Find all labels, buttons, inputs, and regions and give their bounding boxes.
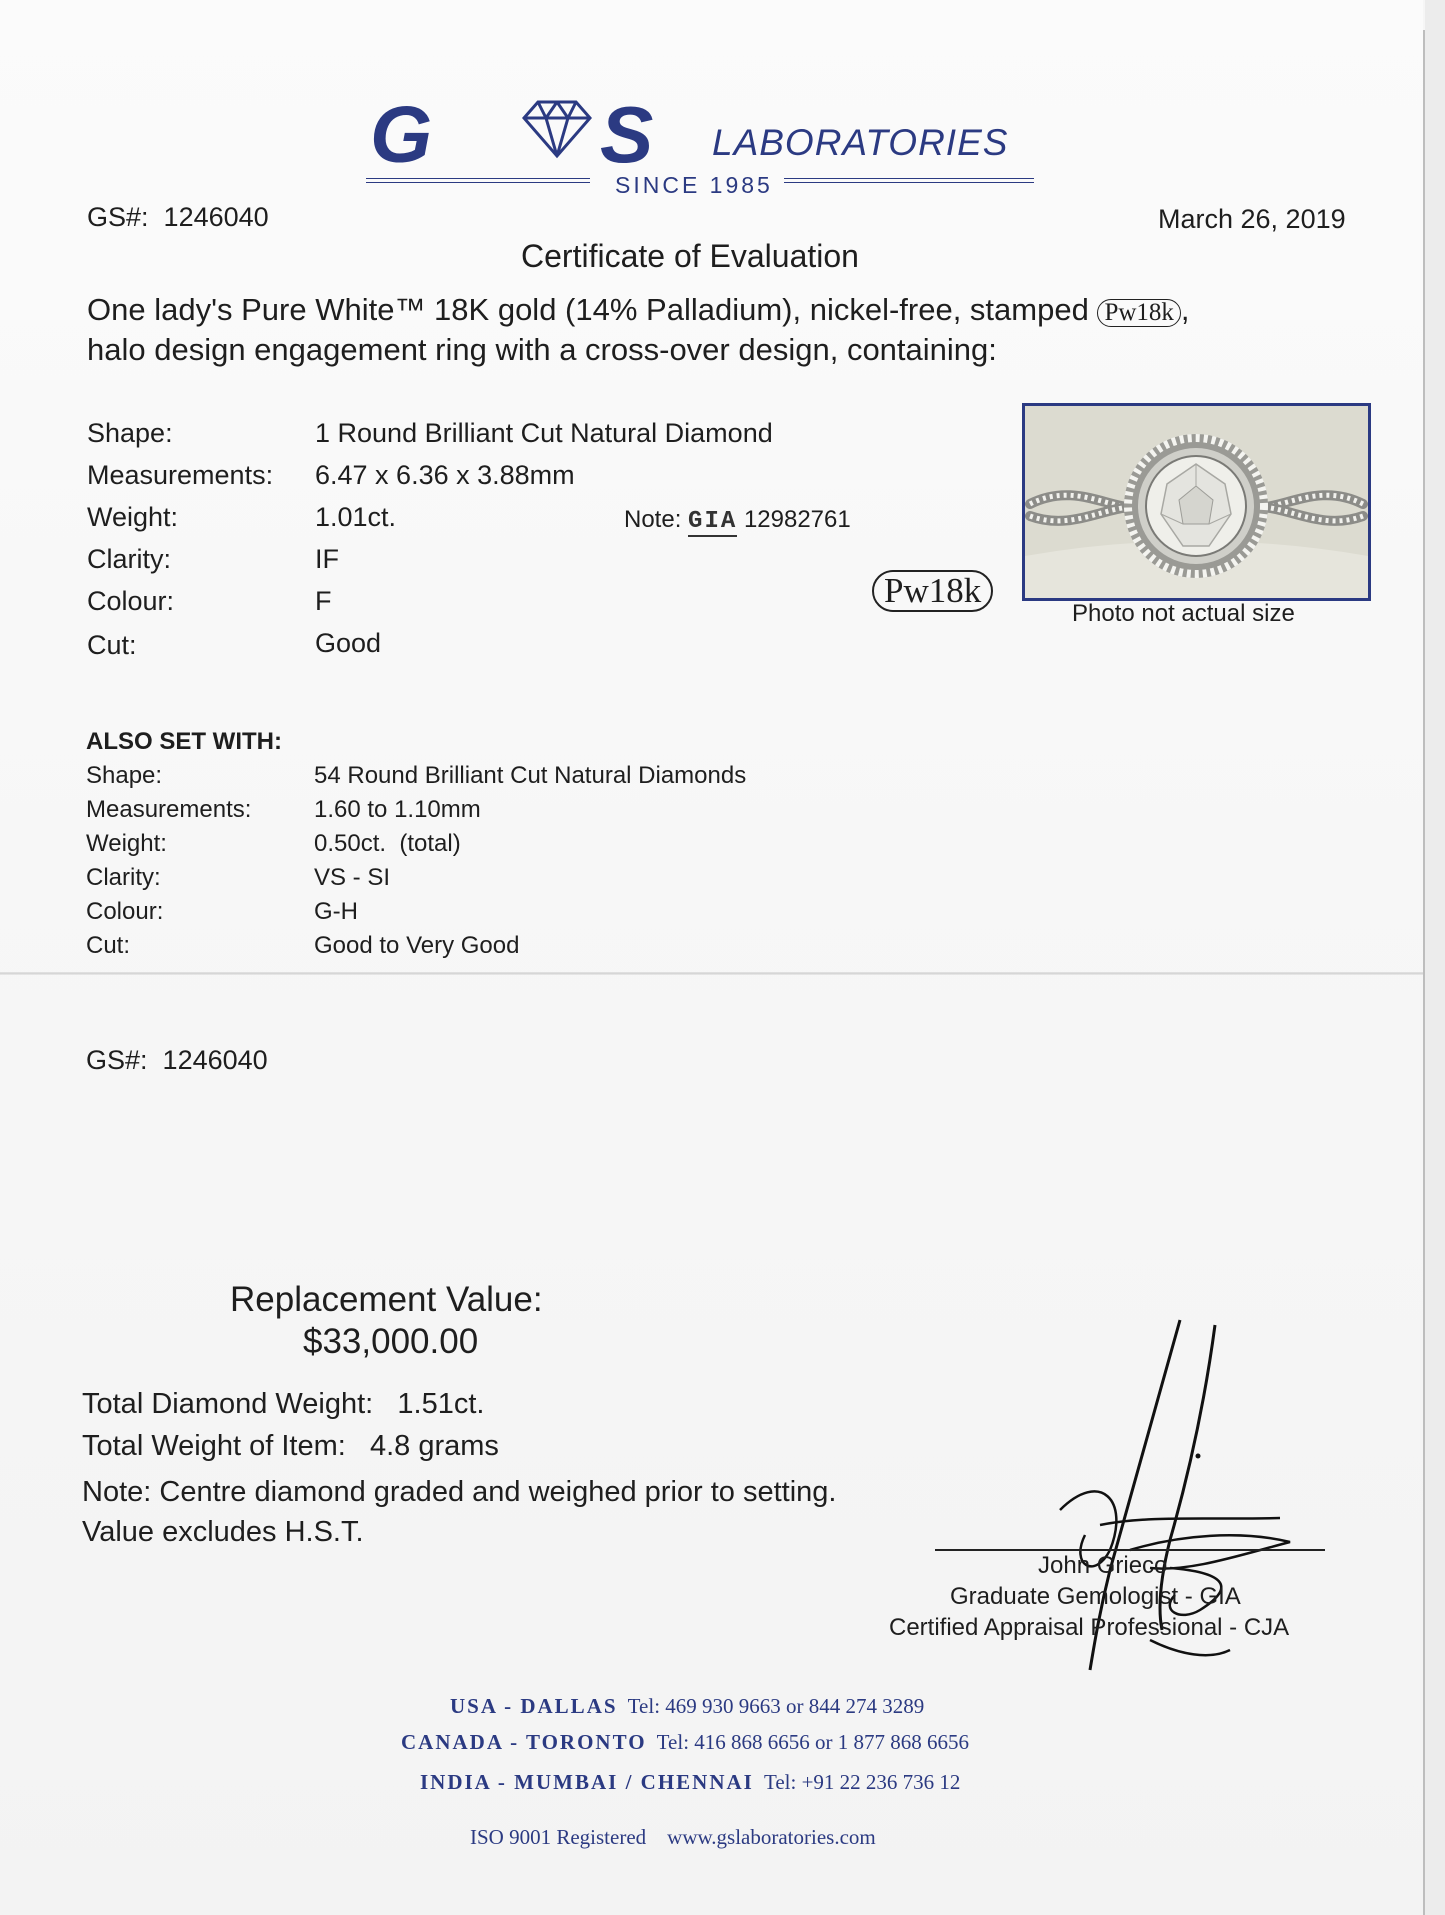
lab-name: LABORATORIES <box>712 122 1009 163</box>
pw18k-stamp-inline: Pw18k <box>1097 299 1180 327</box>
office-canada <box>401 1730 969 1755</box>
signature-line <box>935 1549 1325 1551</box>
page2-gs-value: 1246040 <box>162 1045 268 1075</box>
also-value-colour: G-H <box>314 898 358 925</box>
replacement-value-label: Replacement Value: <box>230 1280 543 1319</box>
total-diamond-value: 1.51ct. <box>397 1388 485 1420</box>
also-value-shape: 54 Round Brilliant Cut Natural Diamonds <box>314 762 747 789</box>
iso-registration: ISO 9001 Registered <box>470 1825 647 1849</box>
description-comma: , <box>1180 292 1190 327</box>
tax-note: Value excludes H.S.T. <box>82 1516 364 1548</box>
office-canada-place: CANADA - TORONTO <box>401 1730 647 1754</box>
footer-registration <box>470 1825 876 1850</box>
gia-note-label: Note: <box>624 506 682 533</box>
office-canada-phone: Tel: 416 868 6656 or 1 877 868 6656 <box>656 1730 970 1754</box>
gs-number-line <box>87 202 269 233</box>
ring-photo <box>1022 403 1371 601</box>
signatory-name: John Grieco <box>1038 1552 1168 1579</box>
since-rule-right <box>784 178 1034 183</box>
also-value-cut: Good to Very Good <box>314 932 520 959</box>
also-label-shape: Shape: <box>86 762 163 789</box>
page2-gs-label: GS#: <box>86 1045 148 1075</box>
office-usa-phone: Tel: 469 930 9663 or 844 274 3289 <box>627 1694 925 1718</box>
total-item-weight <box>82 1430 499 1463</box>
also-set-heading: ALSO SET WITH: <box>86 728 282 755</box>
photo-caption: Photo not actual size <box>1072 600 1295 627</box>
page2-gs-number <box>86 1045 268 1076</box>
gia-note <box>624 506 851 535</box>
website-link[interactable]: www.gslaboratories.com <box>667 1825 876 1849</box>
main-value-colour: F <box>315 586 332 616</box>
main-value-measurements: 6.47 x 6.36 x 3.88mm <box>315 460 575 490</box>
also-label-colour: Colour: <box>86 898 164 925</box>
also-value-clarity: VS - SI <box>314 864 391 891</box>
main-label-colour: Colour: <box>87 586 175 616</box>
total-item-value: 4.8 grams <box>369 1430 499 1462</box>
total-diamond-label: Total Diamond Weight: <box>82 1388 374 1420</box>
main-label-clarity: Clarity: <box>87 544 172 574</box>
office-india-phone: Tel: +91 22 236 736 12 <box>763 1770 961 1794</box>
description-text: One lady's Pure White™ 18K gold (14% Palladium), nickel-free, stamped <box>87 292 1089 327</box>
main-label-cut: Cut: <box>87 630 137 660</box>
fold-line <box>0 972 1423 975</box>
office-usa <box>450 1694 924 1719</box>
main-value-cut: Good <box>315 628 382 658</box>
also-label-clarity: Clarity: <box>86 864 161 891</box>
also-value-weight: 0.50ct. (total) <box>314 830 461 857</box>
also-label-cut: Cut: <box>86 932 131 959</box>
also-label-measurements: Measurements: <box>86 796 252 823</box>
signatory-title-1: Graduate Gemologist - GIA <box>950 1583 1241 1610</box>
main-label-weight: Weight: <box>87 502 179 532</box>
ring-illustration <box>1025 406 1368 598</box>
office-india <box>420 1770 960 1795</box>
logo-letter-g: G <box>370 92 433 179</box>
office-usa-place: USA - DALLAS <box>450 1694 618 1718</box>
signatory-title-2: Certified Appraisal Professional - CJA <box>889 1614 1290 1641</box>
also-value-measurements: 1.60 to 1.10mm <box>314 796 481 823</box>
gia-report-number: 12982761 <box>743 506 851 533</box>
main-label-shape: Shape: <box>87 418 173 448</box>
gia-logo: GIA <box>688 508 738 535</box>
total-item-label: Total Weight of Item: <box>82 1430 346 1462</box>
main-value-clarity: IF <box>315 544 339 574</box>
setting-note: Note: Centre diamond graded and weighed prior to setting. <box>82 1476 837 1508</box>
certificate-title: Certificate of Evaluation <box>521 238 859 274</box>
total-diamond-weight <box>82 1388 484 1421</box>
replacement-value-amount: $33,000.00 <box>303 1322 479 1361</box>
main-value-shape: 1 Round Brilliant Cut Natural Diamond <box>315 418 773 448</box>
gs-number-label: GS#: <box>87 202 149 232</box>
main-value-weight: 1.01ct. <box>315 502 397 532</box>
also-label-weight: Weight: <box>86 830 167 857</box>
main-label-measurements: Measurements: <box>87 460 274 490</box>
since-year: SINCE 1985 <box>615 172 773 198</box>
pw18k-stamp: Pw18k <box>872 570 993 612</box>
logo-letter-s: S <box>600 92 654 179</box>
office-india-place: INDIA - MUMBAI / CHENNAI <box>420 1770 754 1794</box>
background-margin <box>1425 0 1445 1915</box>
diamond-icon <box>524 102 590 156</box>
since-rule-left <box>366 178 590 183</box>
certificate-date: March 26, 2019 <box>1158 204 1346 234</box>
gs-number: 1246040 <box>163 202 269 232</box>
description-line-1 <box>87 292 1190 328</box>
description-line-2: halo design engagement ring with a cross-over design, containing: <box>87 332 997 367</box>
